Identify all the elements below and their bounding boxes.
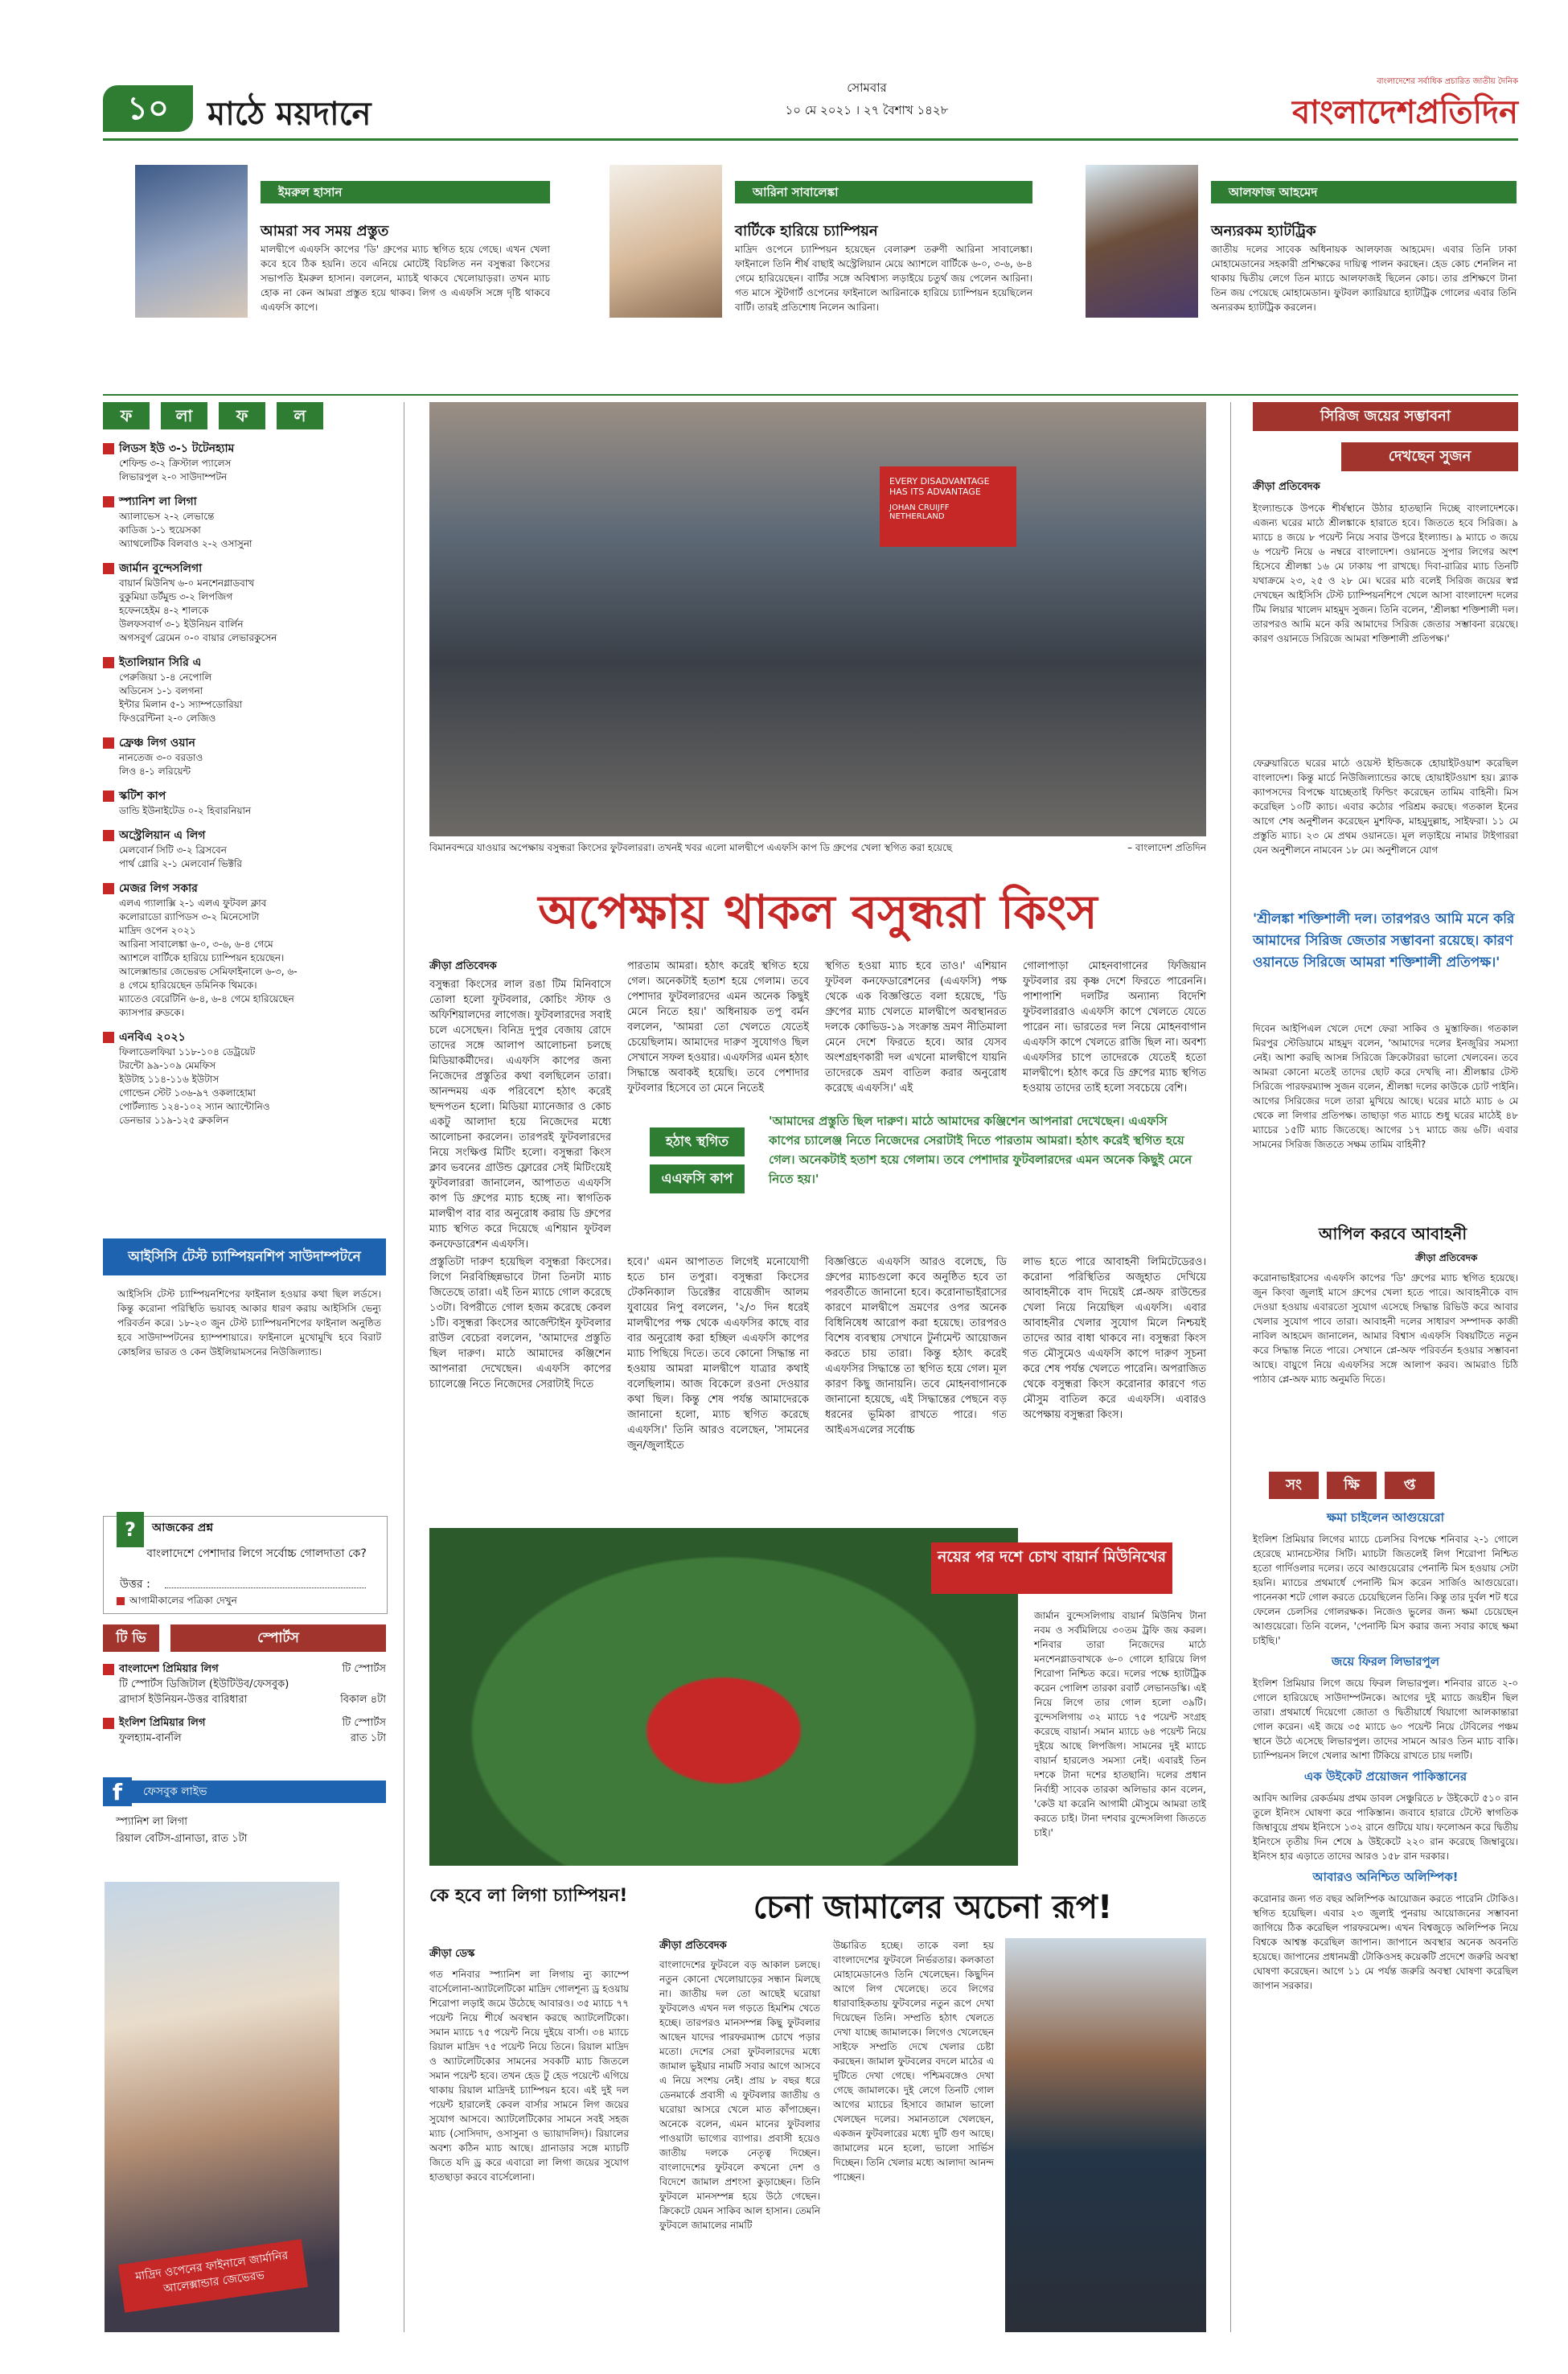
results-line: মাদ্রিদ ওপেন ২০২১ bbox=[119, 925, 196, 936]
red-marker-icon bbox=[117, 1597, 125, 1605]
results-line: পোর্টল্যান্ড ১২৪-১০২ স্যান অ্যান্টোনিও bbox=[119, 1101, 270, 1112]
results-line: ডেনভার ১১৯-১২৫ ব্রুকলিন bbox=[119, 1115, 229, 1126]
results-line: ক্যাসপার রুডকে। bbox=[119, 1007, 184, 1018]
tv-channel: টি স্পোর্টস bbox=[342, 1717, 386, 1729]
main-col: বসুন্ধরা কিংসের লাল রঙা টিম মিনিবাসে তোলা হলো ফুটবলার, কোচিং স্টাফ ও অফিশিয়ালদের লাগেজ। ফুটবলারদের সবাই চলে এসেছেন। বিনিদ্র দুপুর বেজায় রোদে তাদের সঙ্গে আলাপ আলোচনা চলছে মিডিয়াকর্মীদের। এএফসি কাপের জন্য নিজেদের প্রস্তুতির কথা বলছিলেন তারা। আনন্দময় এক পরিবেশে হঠাৎ করেই ছন্দপতন হলো। মিডিয়া ম্যানেজার ও কোচ একটু আলাদা হয়ে নিজেদের মধ্যে আলোচনা করলেন। তারপরই ফুটবলারদের নিয়ে সংক্ষিপ্ত মিটিং হলো। বসুন্ধরা কিংস ক্লাব ভবনের গ্রাউন্ড ফ্লোরের সেই মিটিংয়েই ফুটবলাররা জানালেন, আপাতত এএফসি কাপ ডি গ্রুপের ম্যাচ হচ্ছে না। স্বাগতিক মালদ্বীপ বার বার অনুরোধ করায় ডি গ্রুপের ম্যাচ স্থগিত করে দিয়েছে এশিয়ান ফুটবল কনফেডারেশন এএফসি। bbox=[429, 979, 611, 1251]
main-col-lower: প্রস্তুতিটা দারুণ হয়েছিল বসুন্ধরা কিংসের। লিগে নিরবিচ্ছিন্নভাবে টানা তিনটা ম্যাচ জিতেছে তারা। এই তিন ম্যাচে গোল করেছে ১৩টা। বিপরীতে গোল হজম করেছে কেবল ১টি। বসুন্ধরা কিংসের আর্জেন্টাইন ফুটবলার রাউল বেচেরা বললেন, 'আমাদের প্রস্তুতি ছিল দারুণ। মাঠে আমাদের কঞ্জিশেন আপনারা দেখেছেন। এএফসি কাপের চ্যালেঞ্জে নিতে নিজেদের সেরাটাই দিতে bbox=[429, 1256, 611, 1390]
profile-photo bbox=[135, 165, 248, 318]
results-line: অডিনেস ১-১ বলগনা bbox=[119, 685, 203, 696]
tv-match: ব্রাদার্স ইউনিয়ন-উত্তর বারিধারা bbox=[119, 1694, 248, 1706]
bayern-body: জার্মান বুন্দেসলিগায় বায়ার্ন মিউনিখ টানা নবম ও সর্বমিলিয়ে ৩০তম ট্রফি জয় করল। শনিবার তারা নিজেদের মাঠে মনশেনগ্লাডবাখকে ৬-০ গোলে হারিয়ে লিগ শিরোপা নিশ্চিত করে। দলের পক্ষে হ্যাটট্রিক করেন পোলিশ তারকা রবার্ট লেভানডস্কি। এই নিয়ে লিগে তার গোল হলো ৩৯টি। বুন্দেসলিগায় ৩২ ম্যাচে ৭৫ পয়েন্ট সংগ্রহ করেছে বায়ার্ন। সমান ম্যাচে ৬৪ পয়েন্ট নিয়ে দুইয়ে আছে লিপজিগ। সামনের দুই ম্যাচে বায়ার্ন হারলেও সমস্যা নেই। এবারই তিন দশকে টানা দশের হাতছানি। দলের প্রধান নির্বাহী সাবেক তারকা অলিভার কান বলেন, 'কেউ যা করেনি আগামী মৌসুমে আমরা তাই করতে চাই। টানা দশবার বুন্দেসলিগা জিততে চাই।' bbox=[1034, 1610, 1206, 1838]
tv-time: রাত ১টা bbox=[350, 1732, 386, 1744]
results-league-title bbox=[103, 735, 386, 751]
main-col: গোলাপাড়া মোহনবাগানের ফিজিয়ান ফুটবলার রয় কৃষ্ণ দেশে ফিরতে পারেননি। পাশাপাশি দলটির অন্যান্য বিদেশি ফুটবলাররাও এএফসি কাপে খেলতে যেতে পারেন না। ভারতের দল নিয়ে মোহনবাগান এএফসি কাপে খেলতে রাজি ছিল না। অবশ্য এএফসির চাপে তাদেরকে যেতেই হতো মালদ্বীপে। হঠাৎ করে ডি গ্রুপের ম্যাচ স্থগিত হওয়ায় তাদের তাই হলো সবচেয়ে বেশি। bbox=[1023, 960, 1206, 1095]
quiz-answer-line[interactable] bbox=[165, 1587, 366, 1588]
snippet-list bbox=[1253, 1509, 1518, 1993]
tv-channel: টি স্পোর্টস bbox=[342, 1663, 386, 1675]
main-photo-sign bbox=[880, 466, 1016, 547]
icc-body: আইসিসি টেস্ট চ্যাম্পিয়নশিপের ফাইনাল হওয়ার কথা ছিল লর্ডসে। কিন্তু করোনা পরিস্থিতি ভয়াবহ আকার ধারণ করায় আইসিসি ভেন্যু পরিবর্তন করে। ১৮-২৩ জুন টেস্ট চ্যাম্পিয়নশিপের ফাইনাল অনুষ্ঠিত হবে সাউদাম্পটনের হ্যাম্পশায়ারে। ফাইনালে মুখোমুখি হবে বিরাট কোহলির ভারত ও কেন উইলিয়ামসনের নিউজিল্যান্ড। bbox=[117, 1288, 381, 1357]
jamal-col: বাংলাদেশের ফুটবলে বড় আকাল চলছে। নতুন কোনো খেলোয়াড়ের সন্ধান মিলছে না। জাতীয় দল তো আছেই ঘরোয়া ফুটবলেও এখন দল গড়তে হিমশিম খেতে হচ্ছে। তারপরও মানসম্পন্ন কিছু ফুটবলার আছেন যাদের পারফরম্যান্স চোখে পড়ার মতো। দেশের সেরা ফুটবলারদের মধ্যে জামাল ভুইয়ার নামটি সবার আগে আসবে এ নিয়ে সংশয় নেই। প্রায় ৮ বছর ধরে ডেনমার্কে প্রবাসী এ ফুটবলার জাতীয় ও ঘরোয়া আসরে খেলে মাত কাঁপাচ্ছেন। অনেকে বলেন, এমন মানের ফুটবলার পাওয়াটা ভাগ্যের ব্যাপার। প্রবাসী হয়েও জাতীয় দলকে নেতৃত্ব দিচ্ছেন। বাংলাদেশের ফুটবলে কখনো দেশ ও বিদেশে জামাল প্রশংসা কুড়াচ্ছেন। তিনি ফুটবলে মানসম্পন্ন হয়ে উঠে গেছেন। ক্রিকেটে যেমন সাকিব আল হাসান। তেমনি ফুটবলে জামালের নামটি bbox=[659, 1959, 820, 2231]
results-league bbox=[103, 494, 386, 551]
results-league-name: অস্ট্রেলিয়ান এ লিগ bbox=[119, 829, 206, 842]
series-title: সিরিজ জয়ের সম্ভাবনা bbox=[1253, 402, 1518, 431]
tv-event: ইংলিশ প্রিমিয়ার লিগ bbox=[103, 1715, 205, 1731]
snippet-title: জয়ে ফিরল লিভারপুল bbox=[1331, 1654, 1439, 1669]
jamal-byline: ক্রীড়া প্রতিবেদক bbox=[659, 1940, 727, 1952]
main-photo-credit: – বাংলাদেশ প্রতিদিন bbox=[1127, 842, 1206, 853]
results-league bbox=[103, 828, 386, 871]
tv-detail: টি স্পোর্টস ডিজিটাল (ইউটিউব/ফেসবুক) bbox=[119, 1678, 289, 1690]
snippets-box bbox=[1253, 1472, 1518, 1993]
snippet-heading bbox=[1269, 1472, 1518, 1499]
results-line: অগসবুর্গ ব্রেমেন ০-০ বায়ার লেভারকুসেন bbox=[119, 632, 277, 643]
red-marker-icon bbox=[103, 563, 114, 574]
tv-match: ফুলহ্যাম-বার্নলি bbox=[119, 1732, 182, 1744]
results-line: ম্যাতেও বেরেটিনি ৬-৪, ৬-৪ গেমে হারিয়েছেন bbox=[119, 993, 294, 1004]
results-line: ৪ গেমে হারিয়েছেন ডমিনিক থিমকে। bbox=[119, 980, 257, 991]
quiz-note bbox=[117, 1594, 237, 1610]
results-league-title bbox=[103, 881, 386, 897]
results-line: শেফিল্ড ৩-২ ক্রিস্টাল প্যালেস bbox=[119, 458, 232, 469]
bayern-photo bbox=[429, 1528, 1018, 1866]
snippet-title: আবারও অনিশ্চিত অলিম্পিক! bbox=[1312, 1870, 1459, 1884]
results-list bbox=[103, 441, 386, 1127]
results-line: আলেক্সান্ডার জেভেরভ সেমিফাইনালে ৬-৩, ৬- bbox=[119, 966, 298, 977]
series-body-2: ফেব্রুয়ারিতে ঘরের মাঠে ওয়েস্ট ইন্ডিজকে হোয়াইটওয়াশ করেছিল বাংলাদেশ। কিন্তু মার্চে নিউজিল্যান্ডের কাছে হোয়াইটওয়াশ হয়। ব্ল্যাক ক্যাপসদের বিপক্ষে যাচ্ছেতাই ফিল্ডিং করেছেন তামিম বাহিনী। মিস করেছিল ১০টি ক্যাচ। এবার কঠোর পরিশ্রম করছে। গতকাল ইনের আগে শেষ অনুশীলন করেছেন মুশফিক, মাহমুদুল্লাহ, সাইফরা। ১১ মে প্রস্তুতি ম্যাচ। ২৩ মে প্রথম ওয়ানডে। মূল লড়াইয়ে নামার টাইগাররা যেন অনুশীলনে নামবেন ১৮ মে। অনুশীলনে যোগ bbox=[1253, 758, 1518, 856]
facebook-event: স্প্যানিশ লা লিগা bbox=[116, 1816, 188, 1828]
quiz-icon: ? bbox=[117, 1512, 144, 1547]
red-marker-icon bbox=[103, 737, 114, 749]
results-league-title bbox=[103, 788, 386, 804]
results-league-name: লিডস ইউ ৩-১ টটেনহ্যাম bbox=[119, 442, 235, 455]
paper-logo: বাংলাদেশপ্রতিদিন bbox=[1292, 94, 1518, 131]
results-league bbox=[103, 655, 386, 725]
header-date: ১০ মে ২০২১ । ২৭ বৈশাখ ১৪২৮ bbox=[785, 103, 949, 117]
results-league-name: এনবিএ ২০২১ bbox=[119, 1031, 186, 1044]
results-line: এলএ গ্যালাক্সি ২-১ এলএ ফুটবল ক্লাব bbox=[119, 897, 267, 909]
tv-heading-label: টি ভি bbox=[103, 1624, 159, 1652]
abahani-body: করোনাভাইরাসের এএফসি কাপের 'ডি' গ্রুপের ম্যাচ স্থগিত হয়েছে। জুন কিংবা জুলাই মাসে গ্রুপের খেলা হতে পারে। আবাহনীকে বাদ দেওয়া হওয়ায় এবারতো সুযোগ এসেছে সিদ্ধান্ত রিভিউ করে আবার খেলার সুযোগ পাবে তারা। আবাহনী দলের সাধারণ সম্পাদক কাজী নাবিল আহমেদ জানালেন, আমার বিশ্বাস এএফসি বিষয়টিতে নতুন করে সিদ্ধান্ত নিতে পারে। সেখানে প্লে-অফ পরিবর্তন হওয়ার সম্ভাবনা আছে। বায়ুগে নিয়ে এএফসির সঙ্গে আলাপ করব। আমরাও চিঠি পাঠাব প্লে-অফ ম্যাচ অনুমতি দিতে। bbox=[1253, 1272, 1518, 1385]
quiz-title: আজকের প্রশ্ন bbox=[152, 1522, 214, 1534]
callout-label: এএফসি কাপ bbox=[650, 1164, 745, 1193]
callout-box bbox=[627, 1102, 1206, 1240]
snippet-body: ইংলিশ প্রিমিয়ার লিগের ম্যাচে চেলসির বিপক্ষে শনিবার ২-১ গোলে হেরেছে ম্যানচেস্টার সিটি। ম্যাচটা জিতলেই লিগ শিরোপা নিশ্চিত হতো গার্দিওলার দলের। তবে আগুয়েরোর পেনাল্টি মিস হওয়ায় সেটা হয়নি। ম্যাচের প্রথমার্ধে পেনাল্টি মিস করেন সার্জিও আগুয়েরো। পানেনকা শটে গোল করতে চেয়েছিলেন তিনি। কিন্তু তার দুর্বল শট ধরে ফেলেন চেলসির গোলরক্ষক। নিজেও ভুলের জন্য ক্ষমা চেয়েছেন আগুয়েরো। তিনি বলেন, 'পেনাল্টি মিস করার জন্য সবার কাছে ক্ষমা চাইছি।' bbox=[1253, 1534, 1518, 1646]
snippet-heading-part: সং bbox=[1269, 1472, 1319, 1499]
results-heading bbox=[103, 402, 386, 429]
snippet-heading-part: ক্ষি bbox=[1327, 1472, 1377, 1499]
tv-time: বিকাল ৪টা bbox=[340, 1694, 386, 1706]
results-line: নানতেজ ৩-০ বরডাও bbox=[119, 752, 203, 763]
facebook-title: ফেসবুক লাইভ bbox=[132, 1780, 386, 1803]
series-body: ইংল্যান্ডকে উপকে শীর্ষস্থানে উঠার হাতছানি দিচ্ছে বাংলাদেশকে। এজন্য ঘরের মাঠে শ্রীলঙ্কাকে হারাতে হবে। জিততে হবে সিরিজ। ৯ ম্যাচে ৪ জয়ে ৮ পয়েন্ট নিয়ে সবার উপরে ইংল্যান্ড। ৯ ম্যাচে ৩ জয়ে ৬ পয়েন্ট নিয়ে ৬ নম্বরে বাংলাদেশ। ওয়ানডে সুপার লিগের অংশ হিসেবে শ্রীলঙ্কা ১৬ মে ঢাকায় পা রাখছে। দিবা-রাত্রির ম্যাচ তিনটি যথাক্রমে ২৩, ২৫ ও ২৮ মে। ঘরের মাঠ বলেই সিরিজ জয়ের স্বপ্ন দেখছেন আইসিসি টেস্ট চ্যাম্পিয়নশিপে খেলে আসা বাংলাদেশ দলের টিম লিয়ার খালেদ মাহমুদ সুজন। তিনি বলেন, 'শ্রীলঙ্কা শক্তিশালী দল। তারপরও আমি মনে করি আমাদের সিরিজ জেতার সম্ভাবনা রয়েছে। কারণ ওয়ানডে সিরিজে আমরা শক্তিশালী প্রতিপক্ষ।' bbox=[1253, 503, 1518, 644]
icc-title: আইসিসি টেস্ট চ্যাম্পিয়নশিপ সাউদাম্পটনে bbox=[103, 1238, 386, 1275]
column-divider bbox=[1230, 402, 1231, 2332]
red-marker-icon bbox=[103, 496, 114, 507]
profile-photo bbox=[610, 165, 722, 318]
red-marker-icon bbox=[103, 830, 114, 841]
results-line: গোল্ডেন স্টেট ১৩৬-৯৭ ওকলাহোমা bbox=[119, 1087, 256, 1099]
red-marker-icon bbox=[103, 791, 114, 802]
jamal-col: উচ্চারিত হচ্ছে। তাকে বলা হয় বাংলাদেশের ফুটবলে নির্ভরতার। কলকাতা মোহামেডানেও তিনি খেলেছেন। কিছুদিন আগে লিগ খেলেছে। তবে লিগের ধারাবাহিকতায় ফুটবলের নতুন রূপে দেখা দিয়েছেন তিনি। সম্প্রতি হঠাৎ খেলতে দেখা যাচ্ছে জামালকে। লিগেও খেলেছেন সাইফে সম্প্রতি দেখে খেলার চেষ্টা করছেন। জামাল ফুটবলের বদলে মাঠের এ দুটিতে দেখা গেছে। পশ্চিমবঙ্গেও দেখা গেছে জামালকে। দুই লেগে তিনটি গোল আগের ম্যাচের হিসাবে জামাল ভালো খেলছেন দলের। সমানতালে খেলছেন, একজন ফুটবলারের মধ্যে দুটি গুণ আছে। জামালের মনে হলো, ভালো সার্ভিস দিচ্ছেন। তিনি খেলার মধ্যে আলাদা আনন্দ পাচ্ছেন। bbox=[833, 1940, 994, 2183]
tv-event: বাংলাদেশ প্রিমিয়ার লিগ bbox=[103, 1661, 219, 1677]
jamal-photo bbox=[1005, 1938, 1206, 2332]
paper-tagline: বাংলাদেশের সর্বাধিক প্রচারিত জাতীয় দৈনিক bbox=[1377, 77, 1518, 86]
page-header bbox=[103, 77, 1518, 146]
results-line: ইন্টার মিলান ৫-১ স্যাম্পডোরিয়া bbox=[119, 699, 243, 710]
abahani-byline: ক্রীড়া প্রতিবেদক bbox=[1415, 1252, 1478, 1263]
results-heading-letter: ল bbox=[277, 402, 323, 429]
red-marker-icon bbox=[103, 1032, 114, 1043]
results-line: অ্যাথলেটিক বিলবাও ২-২ ওসাসুনা bbox=[119, 538, 252, 549]
snippet-heading-part: প্ত bbox=[1385, 1472, 1435, 1499]
main-col-lower: বিজ্ঞপ্তিতে এএফসি আরও বলেছে, ডি গ্রুপের ম্যাচগুলো কবে অনুষ্ঠিত হবে তা পরবর্তীতে জানানো হবে। করোনাভাইরাসের কারণে মালদ্বীপে ভ্রমণের ওপর অনেক বিধিনিষেধ আরোপ করা হয়েছে। তারপরও বিশেষ ব্যবস্থায় সেখানে টুর্নামেন্ট আয়োজন করতে চায় তারা। কিন্তু হঠাৎ করেই এএফসির সিদ্ধান্তে তা স্থগিত হয়ে গেল। মূল কারণ কিছু জানায়নি। তবে মোহনবাগানকে জানানো হয়েছে, এই সিদ্ধান্তের পেছনে বড় ধরনের ভূমিকা রাখতে পারে। গত আইএসএলের সর্বোচ্চ bbox=[825, 1256, 1007, 1436]
results-line: অ্যাশলে বার্টিকে হারিয়ে চ্যাম্পিয়ন হয়েছেন। bbox=[119, 952, 285, 963]
results-league-name: জার্মান বুন্দেসলিগা bbox=[119, 562, 203, 575]
results-league-title bbox=[103, 828, 386, 844]
profile-name-tag: আলফাজ আহমেদ bbox=[1211, 181, 1517, 203]
sign-subtext: JOHAN CRUIJFF NETHERLAND bbox=[889, 503, 950, 521]
results-line: বায়ার্ন মিউনিখ ৬-০ মনশেনগ্লাডবাখ bbox=[119, 577, 255, 589]
main-col: পারতাম আমরা। হঠাৎ করেই স্থগিত হয়ে গেল। অনেকটাই হতাশ হয়ে গেলাম। তবে পেশাদার ফুটবলারদের এমন অনেক কিছুই মেনে নিতে হয়।' অধিনায়ক তপু বর্মন বললেন, 'আমরা তো খেলতে যেতেই চেয়েছিলাম। আমাদের দারুণ সুযোগও ছিল সেখানে সফল হওয়ার। এএফসির এমন হঠাৎ সিদ্ধান্তে অবাকই হয়েছি। তবে পেশাদার ফুটবলার হিসেবে তা মেনে নিতেই bbox=[627, 960, 809, 1095]
quiz-box bbox=[103, 1516, 388, 1614]
results-line: কাডিজ ১-১ হুয়েসকা bbox=[119, 524, 201, 536]
jamal-headline: চেনা জামালের অচেনা রূপ! bbox=[753, 1889, 1113, 1926]
profile-name-tag: আরিনা সাবালেঙ্কা bbox=[735, 181, 1032, 203]
snippet-body: ইংলিশ প্রিমিয়ার লিগে জয়ে ফিরল লিভারপুল। শনিবার রাতে ২-০ গোলে হারিয়েছে সাউদাম্পটনকে। আগের দুই ম্যাচে জয়হীন ছিল তারা। প্রথমার্ধে দিয়েগো জোতা ও দ্বিতীয়ার্ধে থিয়াগো আলকান্তারা গোল করেন। এই জয়ে ৩৫ ম্যাচে ৬০ পয়েন্ট নিয়ে টেবিলের পঞ্চম স্থানে উঠে এসেছে লিভারপুল। তাদের সামনে আরও তিন ম্যাচ বাকি। চ্যাম্পিয়নস লিগে খেলার আশা টিকিয়ে রাখতে চায় দলটি। bbox=[1253, 1678, 1518, 1761]
facebook-box bbox=[103, 1777, 386, 1848]
results-heading-letter: ফ bbox=[219, 402, 265, 429]
quiz-note-text: আগামীকালের পত্রিকা দেখুন bbox=[129, 1595, 237, 1606]
profile-title: বার্টিকে হারিয়ে চ্যাম্পিয়ন bbox=[735, 223, 878, 240]
laliga-headline: কে হবে লা লিগা চ্যাম্পিয়ন! bbox=[429, 1886, 628, 1906]
results-line: কলোরাডো র‍্যাপিডস ৩-২ মিনেসোটা bbox=[119, 911, 260, 922]
profile-strip bbox=[103, 157, 1518, 390]
snippet-body: করোনার জন্য গত বছর অলিম্পিক আয়োজন করতে পারেনি টোকিও। স্থগিত হয়েছিল। এবার ২৩ জুলাই পুনরায় আয়োজনের সম্ভাবনা জাগিয়ে ঠিক করেছিল পারফরমেন্স। এখন বিশ্বজুড়ে অলিম্পিক নিয়ে বিশ্বকে আশ্বস্ত করেছিল জাপান। জাপানে অবস্থার অনেক অবনতি হয়েছে। জাপানের প্রধানমন্ত্রী টোকিওসহ কয়েকটি প্রদেশে জরুরি অবস্থা ঘোষণা করেছেন। আগে ১১ মে পর্যন্ত জরুরি অবস্থা ঘোষণা করেছিল জাপান সরকার। bbox=[1253, 1893, 1518, 1991]
results-league bbox=[103, 561, 386, 645]
main-photo-caption: বিমানবন্দরে যাওয়ার অপেক্ষায় বসুন্ধরা কিংসের ফুটবলাররা। তখনই খবর এলো মালদ্বীপে এএফসি কাপ ডি গ্রুপের খেলা স্থগিত করা হয়েছে bbox=[429, 842, 953, 853]
tv-item bbox=[103, 1715, 386, 1746]
results-league bbox=[103, 788, 386, 818]
results-line: বুকুমিয়া ডর্টমুন্ড ৩-২ লিপজিগ bbox=[119, 591, 233, 602]
callout-quote: 'আমাদের প্রস্তুতি ছিল দারুণ। মাঠে আমাদের কঞ্জিশেন আপনারা দেখেছেন। এএফসি কাপের চ্যালেঞ্জ নিতে নিজেদের সেরাটাই দিতে পারতাম আমরা। হঠাৎ করেই স্থগিত হয়ে গেল। অনেকটাই হতাশ হয়ে গেলাম। তবে পেশাদার ফুটবলারদের এমন অনেক কিছুই মেনে নিতে হয়।' bbox=[769, 1114, 1192, 1186]
results-line: লিও ৪-১ লরিয়েন্ট bbox=[119, 766, 191, 777]
profile-photo bbox=[1086, 165, 1198, 318]
results-league-title bbox=[103, 494, 386, 510]
header-day: সোমবার bbox=[847, 80, 887, 95]
main-byline: ক্রীড়া প্রতিবেদক bbox=[429, 960, 497, 972]
results-box bbox=[103, 402, 386, 1137]
results-heading-letter: ফ bbox=[103, 402, 150, 429]
series-body-3: দিবেন আইপিএল খেলে দেশে ফেরা সাকিব ও মুস্তাফিজ। গতকাল মিরপুর স্টেডিয়ামে মাহমুদ বলেন, 'আমাদের দলের ইনজুরির সমস্যা নেই। আশা করছি আসন্ন সিরিজে ক্রিকেটাররা ভালো খেলবেন। তবে আমরা কোনো মতেই তাদের ছোট করে দেখছি না। শ্রীলঙ্কার টেস্ট সিরিজে পারফরম্যান্স সুজন বলেন, শ্রীলঙ্কা দলের কাউকে চোট পাইনি। আগের সিরিজের দলে তারা মুখিয়ে আছে। ঘরের মাঠে ম্যাচ ৬ মে থেকে লা লিগার প্রতিপক্ষ। তাছাড়া গত ম্যাচে শুধু ঘরের মাঠেই ৪৮ ম্যাচের ১৫টি ম্যাচ জিতেছে। আগের ১৭ ম্যাচে জয় ৬টি। এবার সামনের সিরিজ জিততে সক্ষম তামিম বাহিনী? bbox=[1253, 1023, 1518, 1150]
results-league-name: ফ্রেঞ্চ লিগ ওয়ান bbox=[119, 737, 195, 750]
red-marker-icon bbox=[103, 1718, 114, 1729]
red-marker-icon bbox=[103, 657, 114, 668]
profile-name-tag: ইমরুল হাসান bbox=[261, 181, 550, 203]
snippet-title: এক উইকেট প্রয়োজন পাকিস্তানের bbox=[1303, 1769, 1467, 1784]
red-marker-icon bbox=[103, 443, 114, 454]
main-col: স্থগিত হওয়া ম্যাচ হবে তাও।' এশিয়ান ফুটবল কনফেডারেশনের (এএফসি) পক্ষ থেকে এক বিজ্ঞপ্তিতে বলা হয়েছে, 'ডি গ্রুপের ম্যাচ খেলতে মালদ্বীপে অবস্থানরত দলকে কোভিড-১৯ সংক্রান্ত ভ্রমণ নীতিমালা মেনে দেশে ফিরতে হবে। আর যেসব অংশগ্রহণকারী দল এখনো মালদ্বীপে যায়নি তাদেরকে ভ্রমণ বাতিল করার অনুরোধ করেছে এএফসি।' এই bbox=[825, 960, 1007, 1095]
red-marker-icon bbox=[103, 1664, 114, 1675]
results-line: পেরুজিয়া ১-৪ নেপোলি bbox=[119, 672, 212, 683]
results-league-name: স্প্যানিশ লা লিগা bbox=[119, 495, 197, 508]
profile-body: মাদ্রিদ ওপেনে চ্যাম্পিয়ন হয়েছেন বেলারুশ তরুণী আরিনা সাবালেঙ্কা। ফাইনালে তিনি শীর্ষ বাছাই অস্ট্রেলিয়ান মেয়ে অ্যাশলে বার্টিকে ৬-০, ৩-৬, ৬-৪ গেমে হারিয়েছেন। বার্টির সঙ্গে অবিশ্বাস্য লড়াইয়ে চতুর্থ জয় পেলেন আরিনা। গত মাসে স্টুটগার্ট ওপেনের ফাইনালে আরিনাকে হারিয়ে চ্যাম্পিয়ন হয়েছিলেন বার্টি। তারই প্রতিশোধ নিলেন আরিনা। bbox=[735, 244, 1032, 313]
facebook-icon: f bbox=[103, 1777, 132, 1806]
results-line: পার্থ গ্লোরি ২-১ মেলবোর্ন ভিক্টরি bbox=[119, 858, 243, 869]
results-line: ফিলাডেলফিয়া ১১৮-১০৪ ডেট্রয়েট bbox=[119, 1046, 256, 1058]
results-league-title bbox=[103, 655, 386, 671]
results-league-name: মেজর লিগ সকার bbox=[119, 882, 198, 895]
profile-title: অন্যরকম হ্যাটট্রিক bbox=[1211, 223, 1316, 240]
results-line: ফিওরেন্টিনা ২-০ লেজিও bbox=[119, 713, 216, 724]
sign-text: EVERY DISADVANTAGE HAS ITS ADVANTAGE bbox=[889, 476, 990, 497]
section-title: মাঠে ময়দানে bbox=[207, 96, 371, 133]
tv-heading bbox=[103, 1624, 386, 1652]
results-league bbox=[103, 1029, 386, 1127]
bayern-headline: নয়ের পর দশে চোখ বায়ার্ন মিউনিখের bbox=[931, 1542, 1172, 1594]
results-line: মেলবোর্ন সিটি ৩-২ ব্রিসবেন bbox=[119, 844, 227, 856]
snippet-body: আবিদ আলির রেকর্ডময় প্রথম ডাবল সেঞ্চুরিতে ৮ উইকেটে ৫১০ রান তুলে ইনিংস ঘোষণা করে পাকিস্তান। জবাবে হারারে টেস্টে স্বাগতিক জিম্বাবুয়ে প্রথম ইনিংসে ১৩২ রানে গুটিয়ে যায়। ফলোঅন করে দ্বিতীয় ইনিংসে তৃতীয় দিন শেষে ৯ উইকেটে ২২০ রান করেছে জিম্বাবুয়ে। ইনিংস হার এড়াতে তাদের আরও ১৫৮ রান দরকার। bbox=[1253, 1793, 1518, 1862]
results-league-title bbox=[103, 1029, 386, 1045]
results-league-name: ইতালিয়ান সিরি এ bbox=[119, 656, 202, 669]
main-col-lower: হবে।' এমন আপাতত লিগেই মনোযোগী হতে চান তপুরা। বসুন্ধরা কিংসের টেকনিক্যাল ডিরেক্টর বায়েজীদ আলম যুবায়ের নিপু বললেন, '২/৩ দিন ধরেই মালদ্বীপের পক্ষ থেকে এএফসির কাছে বার বার অনুরোধ করা হচ্ছিল এএফসি কাপের ম্যাচ পিছিয়ে দিতে। তবে কোনো সিদ্ধান্ত না হওয়ায় আমরা মালদ্বীপে যাত্রার কথাই বলেছিলাম। আজ বিকেলে রওনা দেওয়ার কথা ছিল। কিন্তু শেষ পর্যন্ত আমাদেরকে জানানো হলো, ম্যাচ স্থগিত করেছে এএফসি।' তিনি আরও বলেছেন, 'সামনের জুন/জুলাইতে bbox=[627, 1256, 809, 1452]
tv-box bbox=[103, 1624, 386, 1746]
results-line: ডান্ডি ইউনাইটেড ০-২ হিবারনিয়ান bbox=[119, 805, 252, 816]
red-marker-icon bbox=[103, 883, 114, 894]
results-league-title bbox=[103, 441, 386, 457]
laliga-body: গত শনিবার স্প্যানিশ লা লিগায় ন্যু ক্যাম্পে বার্সেলোনা-অ্যাটলেটিকো মাদ্রিদ গোলশূন্য ড্র হওয়ায় শিরোপা লড়াই জমে উঠেছে আবারও। ৩৫ ম্যাচে ৭৭ পয়েন্ট নিয়ে শীর্ষে অবস্থান করছে অ্যাটলেটিকো। সমান ম্যাচে ৭৫ পয়েন্ট নিয়ে দুইয়ে বার্সা। ৩৪ ম্যাচে রিয়াল মাদ্রিদ ৭৫ পয়েন্ট নিয়ে তিনে। রিয়াল মাদ্রিদ ও অ্যাটলেটিকোর সামনের সবকটি ম্যাচ জিতলে সমান পয়েন্ট হবে। তখন হেড টু হেড পয়েন্টে এগিয়ে থাকায় রিয়াল মাদ্রিদই চ্যাম্পিয়ন হবে। এই দুই দল পয়েন্ট হারালেই কেবল বার্সার সামনে লিগ জয়ের সুযোগ আসবে। অ্যাটলেটিকোর সামনে সবই সহজ ম্যাচ (সোসিদাদ, ওসাসুনা ও ভ্যায়াদলিদ)। রিয়ালের অবশ্য কঠিন ম্যাচ আছে। গ্রানাডার সঙ্গে ম্যাচটি জিতে যদি ড্র করে এবারো লা লিগা জয়ের সুযোগ হাতছাড়া করবে বার্সেলোনা। bbox=[429, 1969, 629, 2183]
results-league-name: স্কটিশ কাপ bbox=[119, 790, 166, 803]
series-pull-quote: 'শ্রীলঙ্কা শক্তিশালী দল। তারপরও আমি মনে করি আমাদের সিরিজ জেতার সম্ভাবনা রয়েছে। কারণ ওয়ানডে সিরিজে আমরা শক্তিশালী প্রতিপক্ষ।' bbox=[1253, 911, 1515, 971]
results-league-title bbox=[103, 561, 386, 577]
snippet-title: ক্ষমা চাইলেন আগুয়েরো bbox=[1327, 1510, 1444, 1525]
tv-item bbox=[103, 1661, 386, 1707]
main-headline: অপেক্ষায় থাকল বসুন্ধরা কিংস bbox=[538, 885, 1098, 939]
quiz-question: বাংলাদেশে পেশাদার লিগে সর্বোচ্চ গোলদাতা কে? bbox=[146, 1547, 367, 1560]
main-photo bbox=[429, 402, 1206, 836]
results-line: টরন্টো ৯৯-১০৯ মেমফিস bbox=[119, 1060, 216, 1071]
facebook-match: রিয়াল বেটিস-গ্রানাডা, রাত ১টা bbox=[116, 1833, 248, 1845]
results-line: অ্যালাভেস ২-২ লেভান্তে bbox=[119, 511, 215, 522]
results-line: উলফসবার্গ ৩-১ ইউনিয়ন বার্লিন bbox=[119, 618, 244, 630]
results-line: লিভারপুল ২-০ সাউদাম্পটন bbox=[119, 471, 228, 483]
results-league bbox=[103, 441, 386, 484]
results-line: ইউটাহ ১১৪-১১৬ ইউটাস bbox=[119, 1074, 220, 1085]
quiz-answer-label: উত্তর : bbox=[120, 1578, 150, 1591]
results-heading-letter: লা bbox=[161, 402, 207, 429]
series-subtitle: দেখছেন সুজন bbox=[1341, 442, 1518, 471]
zverev-caption: মাদ্রিদ ওপেনের ফাইনালে জার্মানির আলেক্সান্ডার জেভেরভ bbox=[118, 2239, 308, 2312]
results-line: আরিনা সাবালেঙ্কা ৬-০, ৩-৬, ৬-৪ গেমে bbox=[119, 939, 273, 950]
icc-box bbox=[103, 1238, 386, 1359]
main-col-lower: লাভ হতে পারে আবাহনী লিমিটেডেরও। করোনা পরিস্থিতির অজুহাত দেখিয়ে আবাহনীকে বাদ দিয়েই প্লে-অফ রাউন্ডের খেলা নিয়ে নিয়েছিল এএফসি। এবার আবাহনীর খেলার সুযোগ মিলে নিশ্চয়ই তাদের আর বাধা থাকবে না। বসুন্ধরা কিংস গত মৌসুমেও এএফসি কাপে দারুণ সূচনা করে শেষ পর্যন্ত খেলতে পারেনি। অপরাজিত থেকে বসুন্ধরা কিংস করোনার কারণে গত মৌসুম বাতিল করে এএফসি। এবারও অপেক্ষায় বসুন্ধরা কিংস। bbox=[1023, 1256, 1206, 1421]
results-line: হফেনহেইম ৪-২ শালকে bbox=[119, 605, 209, 616]
results-league bbox=[103, 735, 386, 778]
callout-label: হঠাৎ স্থগিত bbox=[650, 1127, 745, 1156]
abahani-title: আপিল করবে আবাহনী bbox=[1319, 1224, 1467, 1243]
profile-body: জাতীয় দলের সাবেক অধিনায়ক আলফাজ আহমেদ। এবার তিনি ঢাকা মোহামেডানের সহকারী প্রশিক্ষকের দায়িত্ব পালন করছেন। হেড কোচ শেনলিন না থাকায় দ্বিতীয় লেগে তিন ম্যাচে আলফাজই ছিলেন কোচ। তার প্রশিক্ষণে টানা তিন জয় পেয়েছে মোহামেডান। ফুটবল ক্যারিয়ারে হ্যাটট্রিক গোলের এবার তিনি অন্যরকম হ্যাটট্রিক করলেন। bbox=[1211, 244, 1517, 313]
tv-heading-sub: স্পোর্টস bbox=[170, 1624, 386, 1652]
divider bbox=[103, 394, 1518, 396]
profile-title: আমরা সব সময় প্রস্তুত bbox=[261, 223, 389, 240]
series-box bbox=[1253, 402, 1518, 646]
series-byline: ক্রীড়া প্রতিবেদক bbox=[1253, 481, 1320, 493]
page-number-badge: ১০ bbox=[103, 85, 193, 132]
laliga-byline: ক্রীড়া ডেস্ক bbox=[429, 1948, 475, 1960]
results-league bbox=[103, 881, 386, 1020]
profile-body: মালদ্বীপে এএফসি কাপের 'ডি' গ্রুপের ম্যাচ স্থগিত হয়ে গেছে। এখন খেলা কবে হবে ঠিক হয়নি। তবে এনিয়ে মোটেই বিচলিত নন বসুন্ধরা কিংসের সভাপতি ইমরুল হাসান। বললেন, ম্যাচই থাকবে খেলোয়াড়রা। তখন ম্যাচ হোক না কেন আমরা প্রস্তুত হয়ে থাকব। লিগ ও এএফসি সঙ্গে দৃষ্টি থাকবে এএফসি কাপে। bbox=[261, 244, 550, 313]
